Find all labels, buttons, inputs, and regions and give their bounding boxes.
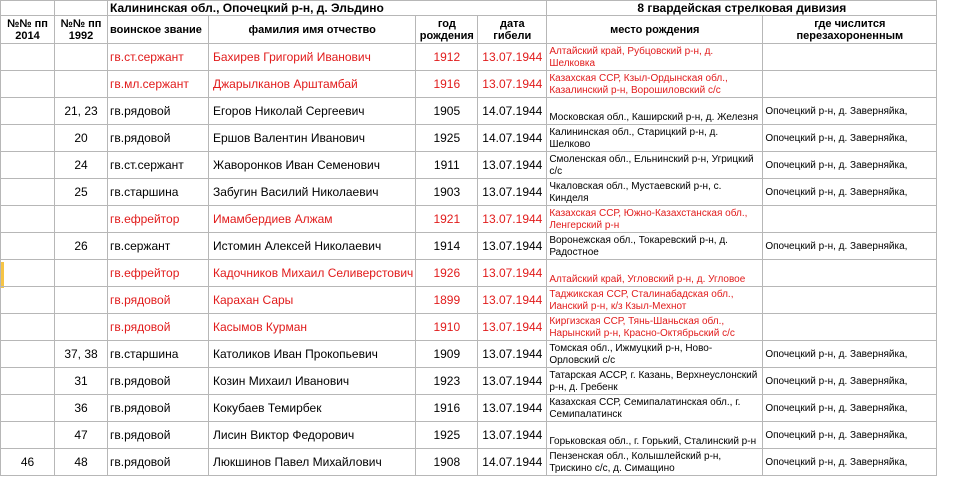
cell-num2014[interactable] [1, 152, 55, 179]
cell-rank[interactable]: гв.ст.сержант [108, 44, 209, 71]
cell-reburial[interactable]: Опочецкий р-н, д. Заверняйка, [763, 449, 937, 476]
cell-death-date[interactable]: 13.07.1944 [478, 395, 547, 422]
cell-birthplace[interactable]: Алтайский край, Рубцовский р-н, д. Шелковка [547, 44, 763, 71]
header-blank-2[interactable] [55, 1, 108, 16]
cell-birth-year[interactable]: 1914 [416, 233, 478, 260]
cell-name[interactable]: Истомин Алексей Николаевич [209, 233, 416, 260]
cell-num2014[interactable]: 46 [1, 449, 55, 476]
table-row [1, 395, 937, 422]
cell-birthplace[interactable]: Казахская ССР, Южно-Казахстанская обл., Ленгерский р-н [547, 206, 763, 233]
col-header-name[interactable]: фамилия имя отчество [209, 16, 416, 44]
cell-reburial[interactable]: Опочецкий р-н, д. Заверняйка, [763, 341, 937, 368]
cell-reburial[interactable]: Опочецкий р-н, д. Заверняйка, [763, 368, 937, 395]
table-row [1, 314, 937, 341]
cell-birthplace[interactable]: Воронежская обл., Токаревский р-н, д. Радостное [547, 233, 763, 260]
cell-birthplace[interactable]: Томская обл., Ижмуцкий р-н, Ново-Орловский с/с [547, 341, 763, 368]
cell-rank[interactable]: гв.ефрейтор [108, 260, 209, 287]
cell-reburial[interactable]: Опочецкий р-н, д. Заверняйка, [763, 98, 937, 125]
col-header-reburial[interactable]: где числится перезахороненным [763, 16, 937, 44]
cell-reburial[interactable]: Опочецкий р-н, д. Заверняйка, [763, 125, 937, 152]
cell-birthplace[interactable]: Казахская ССР, Семипалатинская обл., г. Семипалатинск [547, 395, 763, 422]
cell-num1992[interactable]: 37, 38 [55, 341, 108, 368]
cell-reburial[interactable] [763, 44, 937, 71]
cell-num1992[interactable]: 20 [55, 125, 108, 152]
cell-reburial[interactable]: Опочецкий р-н, д. Заверняйка, [763, 422, 937, 449]
cell-birthplace[interactable]: Таджикская ССР, Сталинабадская обл., Ианский р-н, к/з Кзыл-Мехнот [547, 287, 763, 314]
cell-death-date[interactable]: 13.07.1944 [478, 233, 547, 260]
cell-rank[interactable]: гв.рядовой [108, 422, 209, 449]
cell-num2014[interactable] [1, 314, 55, 341]
cell-birth-year[interactable]: 1923 [416, 368, 478, 395]
cell-num1992[interactable]: 47 [55, 422, 108, 449]
cell-birthplace[interactable]: Чкаловская обл., Мустаевский р-н, с. Кинделя [547, 179, 763, 206]
table-row [1, 449, 937, 476]
cell-reburial[interactable] [763, 206, 937, 233]
cell-name[interactable]: Бахирев Григорий Иванович [209, 44, 416, 71]
cell-rank[interactable]: гв.рядовой [108, 98, 209, 125]
col-header-birthplace[interactable]: место рождения [547, 16, 763, 44]
cell-birth-year[interactable]: 1916 [416, 71, 478, 98]
col-header-death-date[interactable]: дата гибели [478, 16, 547, 44]
cell-reburial[interactable]: Опочецкий р-н, д. Заверняйка, [763, 233, 937, 260]
header-row-columns [1, 16, 937, 44]
cell-birth-year[interactable]: 1921 [416, 206, 478, 233]
cell-death-date[interactable]: 13.07.1944 [478, 287, 547, 314]
cell-num2014[interactable] [1, 368, 55, 395]
cell-reburial[interactable] [763, 260, 937, 287]
cell-death-date[interactable]: 13.07.1944 [478, 71, 547, 98]
table-body [1, 44, 937, 476]
table-row [1, 179, 937, 206]
cell-rank[interactable]: гв.рядовой [108, 395, 209, 422]
cell-name[interactable]: Имамбердиев Алжам [209, 206, 416, 233]
cell-birth-year[interactable]: 1926 [416, 260, 478, 287]
cell-name[interactable]: Жаворонков Иван Семенович [209, 152, 416, 179]
cell-death-date[interactable]: 13.07.1944 [478, 422, 547, 449]
cell-death-date[interactable]: 13.07.1944 [478, 341, 547, 368]
cell-rank[interactable]: гв.рядовой [108, 287, 209, 314]
cell-rank[interactable]: гв.рядовой [108, 368, 209, 395]
col-header-num2014[interactable]: №№ пп 2014 [1, 16, 55, 44]
location-title[interactable]: Калининская обл., Опочецкий р-н, д. Эльдино [108, 1, 547, 16]
division-title[interactable]: 8 гвардейская стрелковая дивизия [547, 1, 937, 16]
cell-num2014[interactable] [1, 233, 55, 260]
cell-birth-year[interactable]: 1905 [416, 98, 478, 125]
cell-num2014[interactable] [1, 260, 55, 287]
cell-num2014[interactable] [1, 422, 55, 449]
cell-num1992[interactable] [55, 44, 108, 71]
cell-reburial[interactable]: Опочецкий р-н, д. Заверняйка, [763, 395, 937, 422]
table-row [1, 233, 937, 260]
cell-num1992[interactable]: 26 [55, 233, 108, 260]
cell-death-date[interactable]: 14.07.1944 [478, 449, 547, 476]
cell-reburial[interactable]: Опочецкий р-н, д. Заверняйка, [763, 179, 937, 206]
cell-name[interactable]: Егоров Николай Сергеевич [209, 98, 416, 125]
cell-num2014[interactable] [1, 44, 55, 71]
cell-reburial[interactable]: Опочецкий р-н, д. Заверняйка, [763, 152, 937, 179]
cell-rank[interactable]: гв.рядовой [108, 449, 209, 476]
cell-death-date[interactable]: 13.07.1944 [478, 260, 547, 287]
cell-num1992[interactable]: 21, 23 [55, 98, 108, 125]
cell-birth-year[interactable]: 1899 [416, 287, 478, 314]
cell-birth-year[interactable]: 1903 [416, 179, 478, 206]
cell-num1992[interactable] [55, 260, 108, 287]
table-row [1, 98, 937, 125]
cell-birth-year[interactable]: 1916 [416, 395, 478, 422]
col-header-rank[interactable]: воинское звание [108, 16, 209, 44]
cell-death-date[interactable]: 13.07.1944 [478, 314, 547, 341]
cell-name[interactable]: Люкшинов Павел Михайлович [209, 449, 416, 476]
cell-birth-year[interactable]: 1908 [416, 449, 478, 476]
cell-name[interactable]: Касымов Курман [209, 314, 416, 341]
cell-num2014[interactable] [1, 71, 55, 98]
cell-num1992[interactable] [55, 71, 108, 98]
cell-name[interactable]: Католиков Иван Прокопьевич [209, 341, 416, 368]
cell-reburial[interactable] [763, 287, 937, 314]
cell-name[interactable]: Козин Михаил Иванович [209, 368, 416, 395]
cell-name[interactable]: Карахан Сары [209, 287, 416, 314]
cell-rank[interactable]: гв.рядовой [108, 314, 209, 341]
cell-num1992[interactable]: 36 [55, 395, 108, 422]
cell-birthplace[interactable]: Горьковская обл., г. Горький, Сталинский р-н [547, 422, 763, 449]
cell-num1992[interactable]: 31 [55, 368, 108, 395]
cell-birthplace[interactable]: Смоленская обл., Ельнинский р-н, Угрицкий с/с [547, 152, 763, 179]
cell-rank[interactable]: гв.ст.сержант [108, 152, 209, 179]
cell-num2014[interactable] [1, 395, 55, 422]
cell-death-date[interactable]: 14.07.1944 [478, 125, 547, 152]
header-blank-1[interactable] [1, 1, 55, 16]
cell-num1992[interactable]: 48 [55, 449, 108, 476]
cell-birth-year[interactable]: 1909 [416, 341, 478, 368]
cell-num1992[interactable]: 25 [55, 179, 108, 206]
table-row [1, 368, 937, 395]
cell-death-date[interactable]: 13.07.1944 [478, 368, 547, 395]
cell-rank[interactable]: гв.старшина [108, 341, 209, 368]
cell-rank[interactable]: гв.сержант [108, 233, 209, 260]
cell-birth-year[interactable]: 1925 [416, 125, 478, 152]
cell-birthplace[interactable]: Алтайский край, Угловский р-н, д. Угловое [547, 260, 763, 287]
cell-num1992[interactable] [55, 314, 108, 341]
header-row-top [1, 1, 937, 16]
cell-rank[interactable]: гв.мл.сержант [108, 71, 209, 98]
cell-num2014[interactable] [1, 179, 55, 206]
cell-death-date[interactable]: 14.07.1944 [478, 98, 547, 125]
col-header-birth-year[interactable]: год рождения [416, 16, 478, 44]
cell-birthplace[interactable]: Пензенская обл., Колышлейский р-н, Трискино с/с, д. Симащино [547, 449, 763, 476]
cell-name[interactable]: Ершов Валентин Иванович [209, 125, 416, 152]
cell-num2014[interactable] [1, 206, 55, 233]
cell-death-date[interactable]: 13.07.1944 [478, 206, 547, 233]
cell-num1992[interactable] [55, 206, 108, 233]
cell-birth-year[interactable]: 1911 [416, 152, 478, 179]
cell-birth-year[interactable]: 1910 [416, 314, 478, 341]
table-row [1, 206, 937, 233]
cell-birth-year[interactable]: 1912 [416, 44, 478, 71]
table-row [1, 71, 937, 98]
cell-name[interactable]: Джарылканов Арштамбай [209, 71, 416, 98]
cell-num2014[interactable] [1, 341, 55, 368]
cell-name[interactable]: Забугин Василий Николаевич [209, 179, 416, 206]
cell-birthplace[interactable]: Казахская ССР, Кзыл-Ордынская обл., Казалинский р-н, Ворошиловский с/с [547, 71, 763, 98]
cell-rank[interactable]: гв.ефрейтор [108, 206, 209, 233]
table-row [1, 44, 937, 71]
cell-birthplace[interactable]: Калининская обл., Старицкий р-н, д. Шелково [547, 125, 763, 152]
cell-name[interactable]: Кадочников Михаил Селиверстович [209, 260, 416, 287]
col-header-num1992[interactable]: №№ пп 1992 [55, 16, 108, 44]
cell-death-date[interactable]: 13.07.1944 [478, 179, 547, 206]
cell-num1992[interactable] [55, 287, 108, 314]
table-row [1, 125, 937, 152]
cell-num1992[interactable]: 24 [55, 152, 108, 179]
cell-num2014[interactable] [1, 125, 55, 152]
cell-name[interactable]: Кокубаев Темирбек [209, 395, 416, 422]
cell-num2014[interactable] [1, 287, 55, 314]
cell-birthplace[interactable]: Татарская АССР, г. Казань, Верхнеуслонский р-н, д. Гребенк [547, 368, 763, 395]
table-row [1, 341, 937, 368]
cell-reburial[interactable] [763, 71, 937, 98]
table-row [1, 422, 937, 449]
cell-reburial[interactable] [763, 314, 937, 341]
table-row [1, 287, 937, 314]
cell-rank[interactable]: гв.старшина [108, 179, 209, 206]
cell-name[interactable]: Лисин Виктор Федорович [209, 422, 416, 449]
table-row [1, 260, 937, 287]
cell-birthplace[interactable]: Киргизская ССР, Тянь-Шаньская обл., Нарынский р-н, Красно-Октябрьский с/с [547, 314, 763, 341]
cell-death-date[interactable]: 13.07.1944 [478, 152, 547, 179]
cell-rank[interactable]: гв.рядовой [108, 125, 209, 152]
cell-death-date[interactable]: 13.07.1944 [478, 44, 547, 71]
cell-birthplace[interactable]: Московская обл., Каширский р-н, д. Железня [547, 98, 763, 125]
cell-birth-year[interactable]: 1925 [416, 422, 478, 449]
table-row [1, 152, 937, 179]
cell-num2014[interactable] [1, 98, 55, 125]
